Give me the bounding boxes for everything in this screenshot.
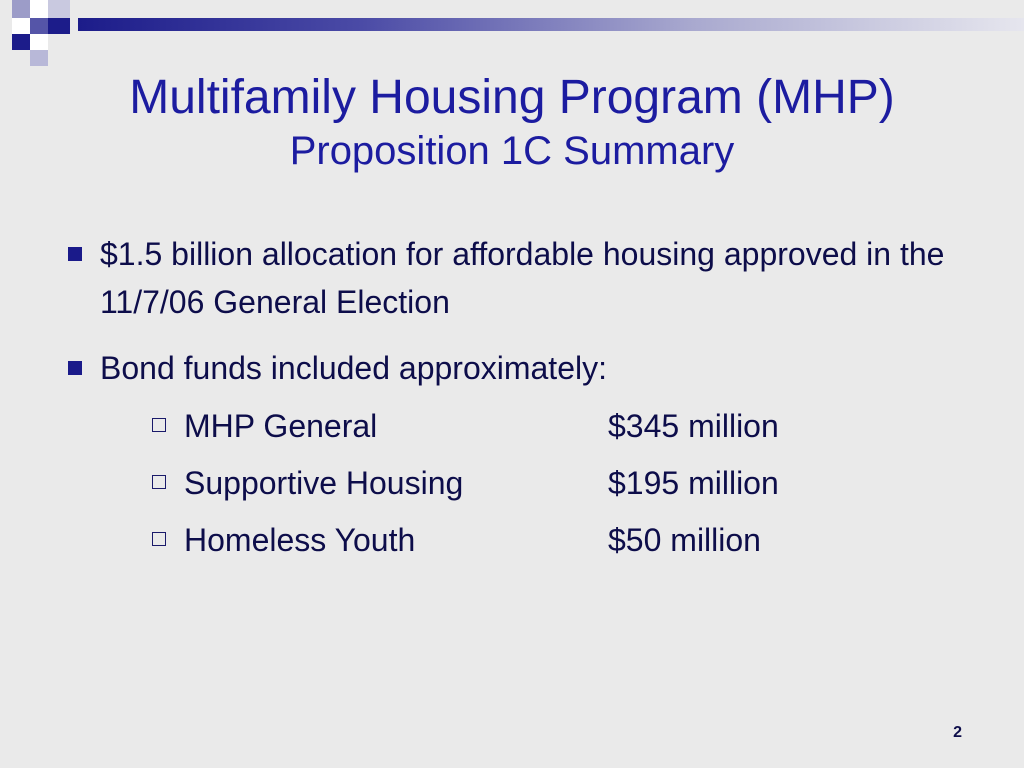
hollow-square-icon	[152, 532, 166, 546]
title-block	[0, 70, 1024, 176]
fund-label: MHP General	[184, 408, 378, 444]
fund-label: Supportive Housing	[184, 465, 464, 501]
fund-amount: $195 million	[608, 465, 779, 501]
sub-bullet-item	[150, 512, 996, 569]
fund-amount: $345 million	[608, 408, 779, 444]
hollow-square-icon	[152, 475, 166, 489]
decor-square-icon	[30, 34, 48, 50]
bullet-item	[66, 344, 996, 569]
sub-bullet-item	[150, 398, 996, 455]
header-gradient-bar	[78, 18, 1024, 31]
decor-square-icon	[30, 0, 48, 18]
sub-bullet-item	[150, 455, 996, 512]
bullet-text: $1.5 billion allocation for affordable housing approved in the 11/7/06 General Election	[100, 236, 945, 320]
decor-square-icon	[12, 0, 30, 18]
decor-square-icon	[48, 18, 70, 34]
filled-square-icon	[68, 247, 82, 261]
decor-square-icon	[12, 34, 30, 50]
slide-subtitle: Proposition 1C Summary	[289, 129, 735, 173]
decor-square-icon	[30, 18, 48, 34]
sub-bullet-list	[100, 398, 996, 569]
filled-square-icon	[68, 361, 82, 375]
fund-label: Homeless Youth	[184, 522, 416, 558]
decor-square-icon	[48, 0, 70, 18]
page-number: 2	[953, 724, 962, 741]
fund-amount: $50 million	[608, 522, 761, 558]
decor-square-icon	[12, 18, 30, 34]
bullet-item	[66, 230, 996, 326]
bullet-list	[66, 230, 996, 569]
hollow-square-icon	[152, 418, 166, 432]
slide-title: Multifamily Housing Program (MHP)	[129, 71, 895, 124]
bullet-text: Bond funds included approximately:	[100, 350, 607, 386]
decor-square-icon	[30, 50, 48, 66]
